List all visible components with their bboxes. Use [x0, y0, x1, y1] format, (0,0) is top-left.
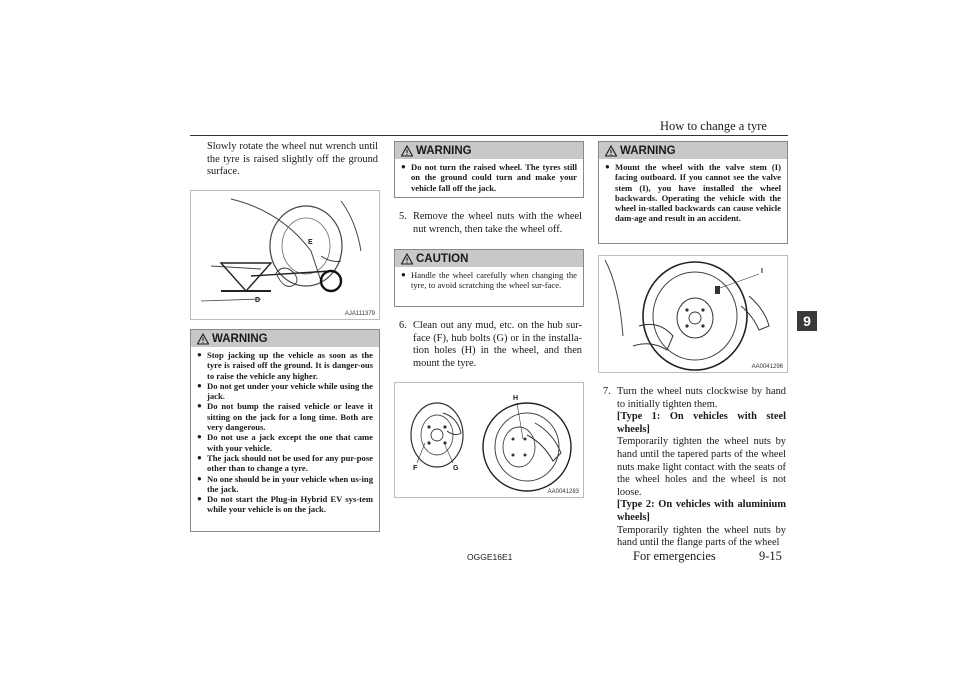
bullet-icon: ● [197, 401, 202, 411]
figure-label-e: E [308, 239, 313, 246]
warning-title: WARNING [212, 332, 268, 345]
type-1-heading: [Type 1: On vehicles with steel wheels] [617, 411, 786, 435]
caution-body [395, 267, 583, 295]
warning-item: ● No one should be in your vehicle when us-ing the jack. [197, 473, 373, 494]
chapter-tab: 9 [797, 311, 817, 331]
warning-title: WARNING [416, 144, 472, 157]
hub-figure [394, 382, 584, 498]
caution-title: CAUTION [416, 252, 469, 265]
warning-box-2 [394, 141, 584, 198]
step-6: 6. Clean out any mud, etc. on the hub sur-face (F), hub bolts (G) or in the installa-tion holes (H) in the wheel, and then mount the tyre. [399, 320, 582, 369]
warning-header [599, 142, 787, 159]
warning-header [191, 330, 379, 347]
warning-item: ● Mount the wheel with the valve stem (I) facing outboard. If you cannot see the valve stem (I), you have installed the wheel backwards. Operating the vehicle with the wheel in-stalled backwards can cause vehicle dam-age and result in an accident. [605, 162, 781, 224]
warning-item: ● Do not turn the raised wheel. The tyres still on the ground could turn and make your vehicle fall off the jack. [401, 162, 577, 193]
warning-body [191, 347, 379, 519]
warning-box-1 [190, 329, 380, 532]
step-5: 5. Remove the wheel nuts with the wheel nut wrench, then take the wheel off. [399, 211, 582, 235]
bullet-icon: ● [197, 350, 202, 359]
warning-title: WARNING [620, 144, 676, 157]
bullet-icon: ● [401, 162, 406, 171]
caution-header [395, 250, 583, 267]
column-1 [207, 141, 378, 179]
warning-triangle-icon [401, 145, 413, 157]
warning-item: ● Stop jacking up the vehicle as soon as the tyre is raised off the ground. It is danger-ous to raise the vehicle any higher. [197, 350, 373, 381]
jack-figure [190, 190, 380, 320]
warning-triangle-icon [197, 333, 209, 345]
step-7: 7. Turn the wheel nuts clockwise by hand to initially tighten them. [Type 1: On vehicles with steel wheels] Temporarily tighten the wheel nuts by hand until the tapered parts of the wheel nuts make light contact with the seats of the wheel holes and the wheel is not loose. [Type 2: On vehicles with aluminium wheels] Temporarily tighten the wheel nuts by hand until the flange parts of the wheel [603, 386, 786, 549]
warning-item: ● Do not get under your vehicle while using the jack. [197, 380, 373, 402]
type-1-text: Temporarily tighten the wheel nuts by hand until the tapered parts of the wheel nuts make light contact with the seats of the wheel holes and the wheel is not loose. [617, 436, 786, 498]
warning-item: ● Do not bump the raised vehicle or leave it sitting on the jack for a long time. Both are very dangerous. [197, 401, 373, 433]
bullet-icon: ● [197, 380, 202, 390]
warning-item: ● The jack should not be used for any pur-pose other than to change a tyre. [197, 452, 373, 474]
warning-triangle-icon [605, 145, 617, 157]
hub-illustration [395, 383, 583, 497]
step-7-text: Turn the wheel nuts clockwise by hand to initially tighten them. [617, 386, 786, 410]
caution-item: ● Handle the wheel carefully when changing the tyre, to avoid scratching the wheel sur-face. [401, 270, 577, 291]
caution-box [394, 249, 584, 307]
jack-illustration [191, 191, 379, 319]
caution-triangle-icon [401, 253, 413, 265]
page-number: 9-15 [759, 549, 782, 563]
bullet-icon: ● [197, 432, 202, 442]
figure-code: AA0041296 [751, 364, 783, 370]
bullet-icon: ● [197, 452, 202, 462]
figure-label-i: I [761, 268, 763, 275]
page-header-title: How to change a tyre [660, 119, 767, 133]
document-code: OGGE16E1 [467, 552, 513, 562]
bullet-icon: ● [401, 270, 406, 279]
bullet-icon: ● [197, 494, 202, 504]
warning-body [395, 159, 583, 197]
figure-label-d: D [255, 297, 261, 304]
warning-box-3 [598, 141, 788, 244]
header-rule [190, 135, 788, 136]
type-2-heading: [Type 2: On vehicles with aluminium wheels] [617, 499, 786, 523]
bullet-icon: ● [605, 162, 610, 171]
valve-figure [598, 255, 788, 373]
figure-code: AJA111379 [344, 311, 375, 317]
warning-body [599, 159, 787, 228]
figure-label-g: G [453, 465, 459, 472]
type-2-text: Temporarily tighten the wheel nuts by hand until the flange parts of the wheel [617, 524, 786, 549]
valve-illustration [599, 256, 787, 372]
figure-code: AA0041283 [547, 489, 579, 495]
intro-paragraph: Slowly rotate the wheel nut wrench until the tyre is raised slightly off the ground surface. [207, 141, 378, 178]
warning-item: ● Do not start the Plug-in Hybrid EV sys-tem while your vehicle is on the jack. [197, 494, 373, 515]
figure-label-f: F [413, 465, 418, 472]
warning-header [395, 142, 583, 159]
warning-item: ● Do not use a jack except the one that came with your vehicle. [197, 432, 373, 453]
figure-label-h: H [513, 395, 519, 402]
bullet-icon: ● [197, 473, 202, 483]
footer-section: For emergencies [633, 549, 716, 563]
